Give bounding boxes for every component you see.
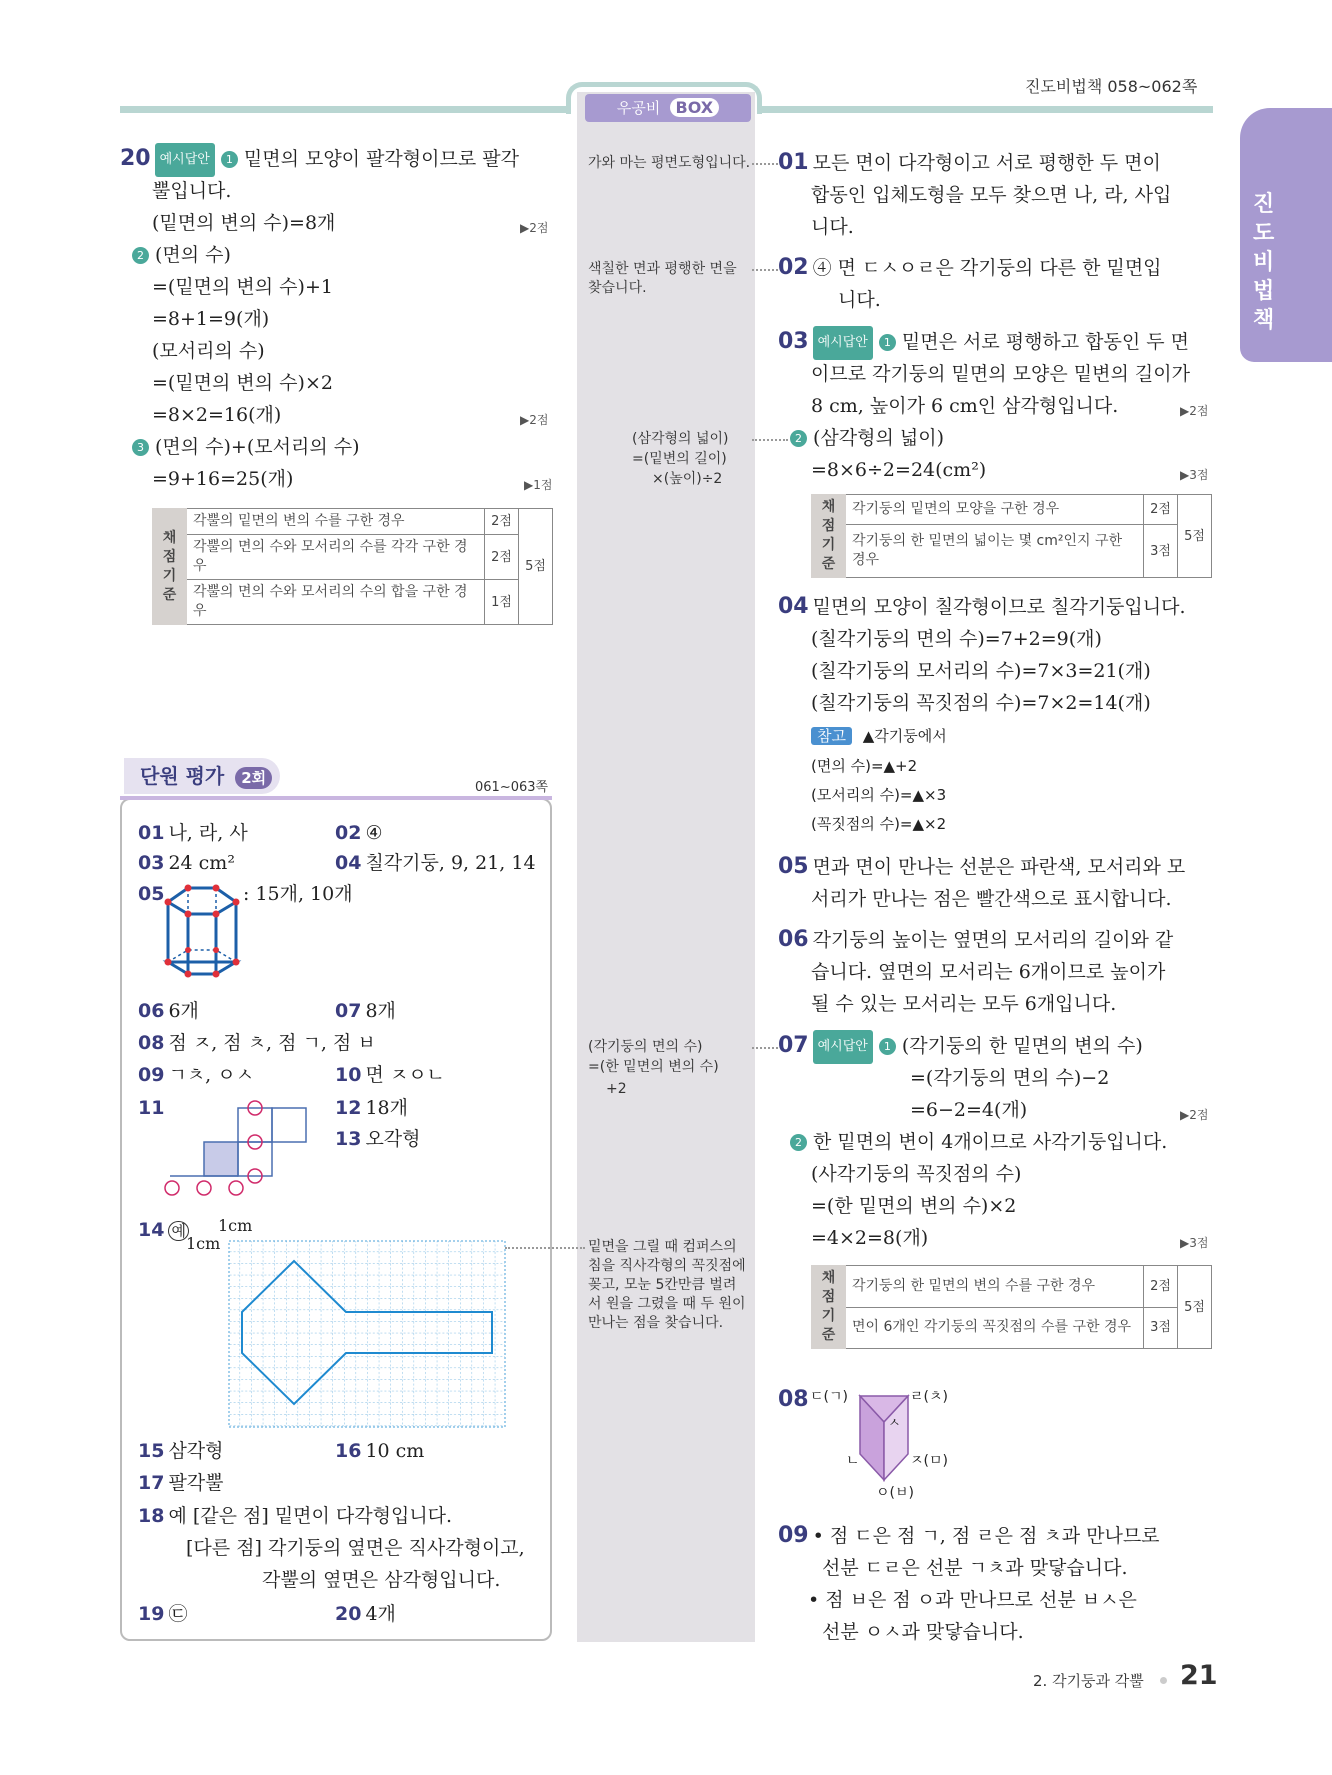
q05-line: 면과 면이 만나는 선분은 파란색, 모서리와 모 [812, 856, 1186, 878]
criteria-item: 각뿔의 면의 수와 모서리의 수의 합을 구한 경우 [187, 580, 485, 625]
answer-number: 17 [138, 1472, 165, 1494]
q04-line: 밑면의 모양이 칠각형이므로 칠각기둥입니다. [812, 596, 1186, 618]
answer-text: 나, 라, 사 [168, 822, 248, 844]
q04-ref-line: (모서리의 수)=▲×3 [811, 786, 947, 804]
q20-line: (모서리의 수) [152, 340, 265, 362]
hexagonal-prism-figure [160, 884, 245, 990]
q03-line: (삼각형의 넓이) [813, 427, 944, 449]
vertex-label: ㄷ(ㄱ) [810, 1389, 848, 1405]
answer-text: 오각형 [365, 1128, 421, 1150]
answer-text: 6개 [168, 1000, 199, 1022]
criteria-head: 채점 기준 [812, 1266, 846, 1349]
answer-number: 06 [138, 1000, 165, 1022]
answer-number: 15 [138, 1440, 165, 1462]
q20-points: ▶1점 [524, 478, 553, 492]
header-pages: 진도비법책 058~062쪽 [1025, 77, 1198, 96]
criteria-item: 각뿔의 밑면의 변의 수를 구한 경우 [187, 509, 485, 535]
answer-text: ④ [365, 822, 383, 844]
step-1-icon: 1 [879, 334, 896, 351]
q05-number: 05 [778, 854, 809, 879]
q06-line: 습니다. 옆면의 모서리는 6개이므로 높이가 [811, 961, 1166, 983]
answer-text: 18개 [365, 1097, 408, 1119]
answer-text: 팔각뿔 [168, 1472, 224, 1494]
q07-criteria [811, 1265, 1212, 1349]
step-3-icon: 3 [132, 439, 149, 456]
criteria-item: 각기둥의 한 밑면의 변의 수를 구한 경우 [846, 1266, 1144, 1308]
grid-drawing [228, 1240, 508, 1430]
middle-column [577, 92, 755, 1642]
answer-text: 면 ㅈㅇㄴ [365, 1064, 445, 1086]
note-05: 밑면을 그릴 때 컴퍼스의 침을 직사각형의 꼭짓점에 꽂고, 모눈 5칸만큼 벌려서 원을 그렸을 때 두 원이 만나는 점을 찾습니다. [588, 1239, 746, 1331]
criteria-head: 채점 기준 [153, 509, 187, 625]
q09-line: 선분 ㄷㄹ은 선분 ㄱㅊ과 맞닿습니다. [822, 1557, 1128, 1579]
answer-number: 09 [138, 1064, 165, 1086]
box-label [585, 94, 751, 122]
q09-line: • 점 ㄷ은 점 ㄱ, 점 ㄹ은 점 ㅊ과 만나므로 [812, 1525, 1160, 1547]
criteria-points: 2점 [485, 535, 519, 580]
answer-text: ㉢ [168, 1603, 188, 1625]
note-connector [752, 1047, 778, 1049]
step-1-icon: 1 [221, 151, 238, 168]
answer-text: : 15개, 10개 [243, 883, 353, 905]
q07-line: =(한 밑면의 변의 수)×2 [811, 1195, 1017, 1217]
note-03: =(밑변의 길이) [632, 451, 727, 467]
answer-number: 11 [138, 1097, 165, 1119]
page-number: 21 [1180, 1660, 1218, 1691]
step-2-icon: 2 [132, 247, 149, 264]
unit-title [124, 758, 280, 794]
folded-prism-figure [858, 1392, 910, 1484]
answer-number: 14 [138, 1219, 165, 1241]
q03-line: =8×6÷2=24(cm²) [811, 459, 987, 481]
q04-ref-line: ▲각기둥에서 [862, 727, 947, 745]
criteria-points: 2점 [1144, 1266, 1178, 1308]
footer-dot [1160, 1677, 1167, 1684]
answer-text: 8개 [365, 1000, 396, 1022]
vertex-label: ㄴ [846, 1453, 860, 1469]
answer-text: 10 cm [365, 1440, 425, 1462]
answer-number: 10 [335, 1064, 362, 1086]
q01-line: 니다. [811, 216, 854, 238]
q20-line: (면의 수)+(모서리의 수) [155, 436, 360, 458]
q06-line: 될 수 있는 모서리는 모두 6개입니다. [811, 993, 1117, 1015]
q01-line: 모든 면이 다각형이고 서로 평행한 두 면이 [812, 152, 1161, 174]
grid-scale-label: 1cm [218, 1216, 253, 1235]
q07-badge: 예시답안 [813, 1030, 873, 1064]
criteria-item: 면이 6개인 각기둥의 꼭짓점의 수를 구한 경우 [846, 1307, 1144, 1349]
note-badge: 참고 [811, 727, 852, 745]
q04-ref-line: (꼭짓점의 수)=▲×2 [811, 815, 947, 833]
q09-number: 09 [778, 1523, 809, 1548]
q07-line: 한 밑면의 변이 4개이므로 사각기둥입니다. [813, 1131, 1168, 1153]
note-03: (삼각형의 넓이) [632, 431, 729, 447]
vertex-label: ㅇ(ㅂ) [876, 1485, 914, 1501]
q06-number: 06 [778, 927, 809, 952]
q09-line: • 점 ㅂ은 점 ㅇ과 만나므로 선분 ㅂㅅ은 [808, 1589, 1137, 1611]
q07-line: =6−2=4(개) [910, 1099, 1028, 1121]
criteria-item: 각기둥의 한 밑면의 넓이는 몇 cm²인지 구한 경우 [846, 525, 1144, 578]
side-tab-label: 진도비법책 [1253, 192, 1275, 333]
vertex-label: ㄹ(ㅊ) [910, 1389, 948, 1405]
criteria-points: 3점 [1144, 1307, 1178, 1349]
q03-line: 밑면은 서로 평행하고 합동인 두 면 [901, 331, 1190, 353]
note-02: 색칠한 면과 평행한 면을 찾습니다. [588, 261, 737, 296]
q20-line: =(밑면의 변의 수)+1 [152, 276, 333, 298]
note-04: (각기둥의 면의 수) [588, 1039, 703, 1055]
q07-line: (각기둥의 한 밑면의 변의 수) [901, 1035, 1143, 1057]
vertex-label: ㅅ [888, 1416, 901, 1431]
criteria-points: 2점 [485, 509, 519, 535]
footer-chapter: 2. 각기둥과 각뿔 [1033, 1672, 1144, 1690]
vertex-label: ㅈ(ㅁ) [910, 1453, 948, 1469]
answer-number: 01 [138, 822, 165, 844]
q04-number: 04 [778, 594, 809, 619]
q20-badge: 예시답안 [155, 143, 215, 177]
answer-number: 02 [335, 822, 362, 844]
answer-text: 예 [같은 점] 밑면이 다각형입니다. [168, 1505, 453, 1527]
q04-line: (칠각기둥의 꼭짓점의 수)=7×2=14(개) [811, 692, 1151, 714]
q20-points: ▶2점 [520, 413, 549, 427]
answer-number: 08 [138, 1032, 165, 1054]
note-connector [752, 269, 778, 271]
answer-text: [다른 점] 각기둥의 옆면은 직사각형이고, [186, 1537, 525, 1559]
criteria-total: 5점 [1178, 495, 1212, 578]
answer-number: 03 [138, 852, 165, 874]
q07-points: ▶3점 [1180, 1236, 1209, 1250]
q20-line: =8×2=16(개) [152, 404, 282, 426]
note-connector [505, 1247, 585, 1249]
unit-round-badge: 2회 [235, 767, 272, 789]
q20-line: 밑면의 모양이 팔각형이므로 팔각 [243, 148, 519, 170]
step-2-icon: 2 [790, 430, 807, 447]
unit-title-text: 단원 평가 [140, 764, 225, 788]
q20-number: 20 [120, 146, 151, 171]
q02-line: 니다. [838, 289, 881, 311]
answer-number: 07 [335, 1000, 362, 1022]
grid-scale-label: 1cm [186, 1234, 221, 1253]
box-label-text: 우공비 [616, 99, 661, 117]
answer-number: 19 [138, 1603, 165, 1625]
net-figure [164, 1098, 310, 1204]
q03-points: ▶3점 [1180, 468, 1209, 482]
note-connector [752, 439, 788, 441]
q09-line: 선분 ㅇㅅ과 맞닿습니다. [822, 1621, 1024, 1643]
answer-number: 04 [335, 852, 362, 874]
criteria-head: 채점 기준 [812, 495, 846, 578]
note-03: ×(높이)÷2 [652, 471, 723, 487]
criteria-total: 5점 [519, 509, 553, 625]
q20-line: =8+1=9(개) [152, 308, 270, 330]
answer-number: 13 [335, 1128, 362, 1150]
answer-number: 12 [335, 1097, 362, 1119]
note-04: =(한 밑면의 변의 수) [588, 1059, 719, 1075]
answer-example: 예 [168, 1221, 189, 1241]
q20-line: (밑면의 변의 수)=8개 [152, 212, 336, 234]
q02-line: ④ 면 ㄷㅅㅇㄹ은 각기둥의 다른 한 밑면입 [812, 257, 1162, 279]
answer-number: 05 [138, 883, 165, 905]
q04-line: (칠각기둥의 모서리의 수)=7×3=21(개) [811, 660, 1151, 682]
q01-line: 합동인 입체도형을 모두 찾으면 나, 라, 사입 [811, 184, 1172, 206]
q20-points: ▶2점 [520, 221, 549, 235]
q08-number: 08 [778, 1387, 809, 1412]
answer-text: 각뿔의 옆면은 삼각형입니다. [262, 1569, 501, 1591]
answer-number: 20 [335, 1603, 362, 1625]
criteria-points: 1점 [485, 580, 519, 625]
q04-ref-line: (면의 수)=▲+2 [811, 757, 918, 775]
q20-line: 뿔입니다. [152, 180, 232, 202]
unit-pages: 061~063쪽 [475, 780, 549, 795]
note-connector [752, 163, 778, 165]
answer-text: 삼각형 [168, 1440, 224, 1462]
q03-badge: 예시답안 [813, 326, 873, 360]
q20-criteria [152, 508, 553, 625]
q03-line: 이므로 각기둥의 밑면의 모양은 밑변의 길이가 [811, 363, 1190, 385]
q07-line: =(각기둥의 면의 수)−2 [910, 1067, 1110, 1089]
q03-points: ▶2점 [1180, 404, 1209, 418]
q03-line: 8 cm, 높이가 6 cm인 삼각형입니다. [811, 395, 1119, 417]
box-badge: BOX [670, 98, 720, 117]
q02-number: 02 [778, 255, 809, 280]
q07-number: 07 [778, 1033, 809, 1058]
answer-text: 점 ㅈ, 점 ㅊ, 점 ㄱ, 점 ㅂ [168, 1032, 376, 1054]
q03-number: 03 [778, 329, 809, 354]
step-2-icon: 2 [790, 1134, 807, 1151]
q06-line: 각기둥의 높이는 옆면의 모서리의 길이와 같 [812, 929, 1174, 951]
q07-points: ▶2점 [1180, 1108, 1209, 1122]
step-1-icon: 1 [879, 1038, 896, 1055]
answer-number: 16 [335, 1440, 362, 1462]
q04-line: (칠각기둥의 면의 수)=7+2=9(개) [811, 628, 1102, 650]
q07-line: =4×2=8(개) [811, 1227, 929, 1249]
q20-line: (면의 수) [155, 244, 231, 266]
answer-text: 4개 [365, 1603, 396, 1625]
q20-line: =9+16=25(개) [152, 468, 294, 490]
answer-number: 18 [138, 1505, 165, 1527]
q07-line: (사각기둥의 꼭짓점의 수) [811, 1163, 1022, 1185]
note-01: 가와 마는 평면도형입니다. [588, 155, 751, 171]
criteria-points: 2점 [1144, 495, 1178, 525]
answer-text: ㄱㅊ, ㅇㅅ [168, 1064, 254, 1086]
q01-number: 01 [778, 150, 809, 175]
q05-line: 서리가 만나는 점은 빨간색으로 표시합니다. [811, 888, 1172, 910]
q20-line: =(밑면의 변의 수)×2 [152, 372, 333, 394]
answer-text: 24 cm² [168, 852, 235, 874]
criteria-item: 각기둥의 밑면의 모양을 구한 경우 [846, 495, 1144, 525]
q03-criteria [811, 494, 1212, 578]
criteria-total: 5점 [1178, 1266, 1212, 1349]
answer-text: 칠각기둥, 9, 21, 14 [365, 852, 536, 874]
note-04: +2 [606, 1081, 627, 1097]
criteria-item: 각뿔의 면의 수와 모서리의 수를 각각 구한 경우 [187, 535, 485, 580]
criteria-points: 3점 [1144, 525, 1178, 578]
